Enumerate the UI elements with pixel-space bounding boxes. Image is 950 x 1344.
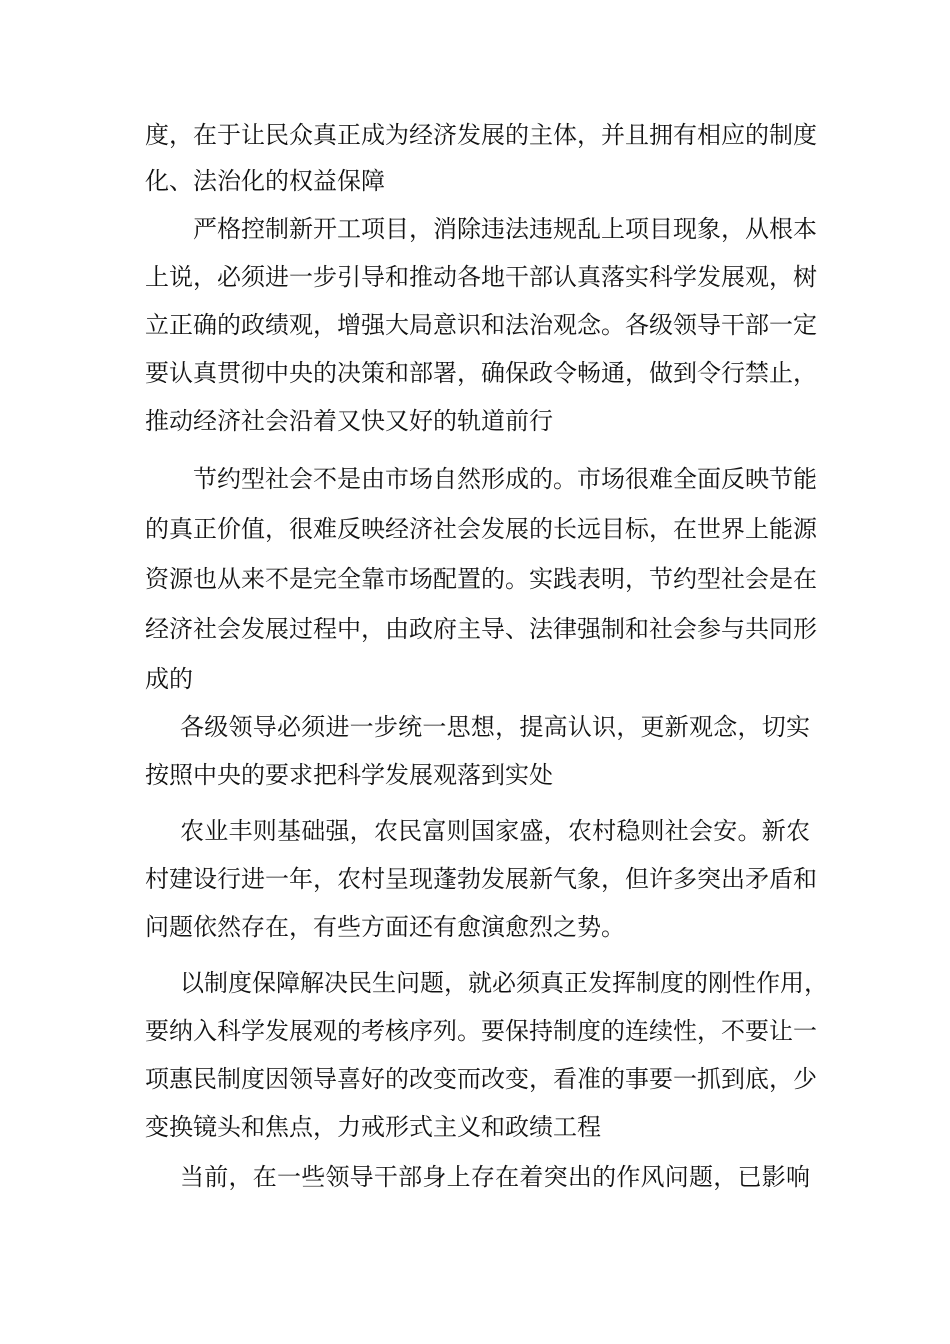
text-line: 经济社会发展过程中，由政府主导、法律强制和社会参与共同形 <box>145 615 817 643</box>
text-line: 成的 <box>145 665 193 693</box>
text-line: 上说，必须进一步引导和推动各地干部认真落实科学发展观，树 <box>145 263 817 291</box>
text-line: 项惠民制度因领导喜好的改变而改变，看准的事要一抓到底，少 <box>145 1065 817 1093</box>
text-line: 节约型社会不是由市场自然形成的。市场很难全面反映节能 <box>193 465 817 493</box>
text-line: 按照中央的要求把科学发展观落到实处 <box>145 761 553 789</box>
text-line: 当前，在一些领导干部身上存在着突出的作风问题，已影响 <box>180 1163 810 1191</box>
text-line: 以制度保障解决民生问题，就必须真正发挥制度的刚性作用， <box>180 969 828 997</box>
text-line: 度，在于让民众真正成为经济发展的主体，并且拥有相应的制度 <box>145 121 817 149</box>
text-line: 变换镜头和焦点，力戒形式主义和政绩工程 <box>145 1113 601 1141</box>
text-line: 要纳入科学发展观的考核序列。要保持制度的连续性，不要让一 <box>145 1017 817 1045</box>
text-line: 各级领导必须进一步统一思想，提高认识，更新观念，切实 <box>180 713 810 741</box>
text-line: 要认真贯彻中央的决策和部署，确保政令畅通，做到令行禁止， <box>145 359 817 387</box>
text-line: 资源也从来不是完全靠市场配置的。实践表明，节约型社会是在 <box>145 565 817 593</box>
text-line: 推动经济社会沿着又快又好的轨道前行 <box>145 407 553 435</box>
text-line: 化、法治化的权益保障 <box>145 167 385 195</box>
text-line: 立正确的政绩观，增强大局意识和法治观念。各级领导干部一定 <box>145 311 817 339</box>
text-line: 农业丰则基础强，农民富则国家盛，农村稳则社会安。新农 <box>180 817 810 845</box>
text-line: 的真正价值，很难反映经济社会发展的长远目标，在世界上能源 <box>145 515 817 543</box>
text-line: 严格控制新开工项目，消除违法违规乱上项目现象，从根本 <box>193 215 817 243</box>
text-line: 问题依然存在，有些方面还有愈演愈烈之势。 <box>145 913 625 941</box>
text-line: 村建设行进一年，农村呈现蓬勃发展新气象，但许多突出矛盾和 <box>145 865 817 893</box>
